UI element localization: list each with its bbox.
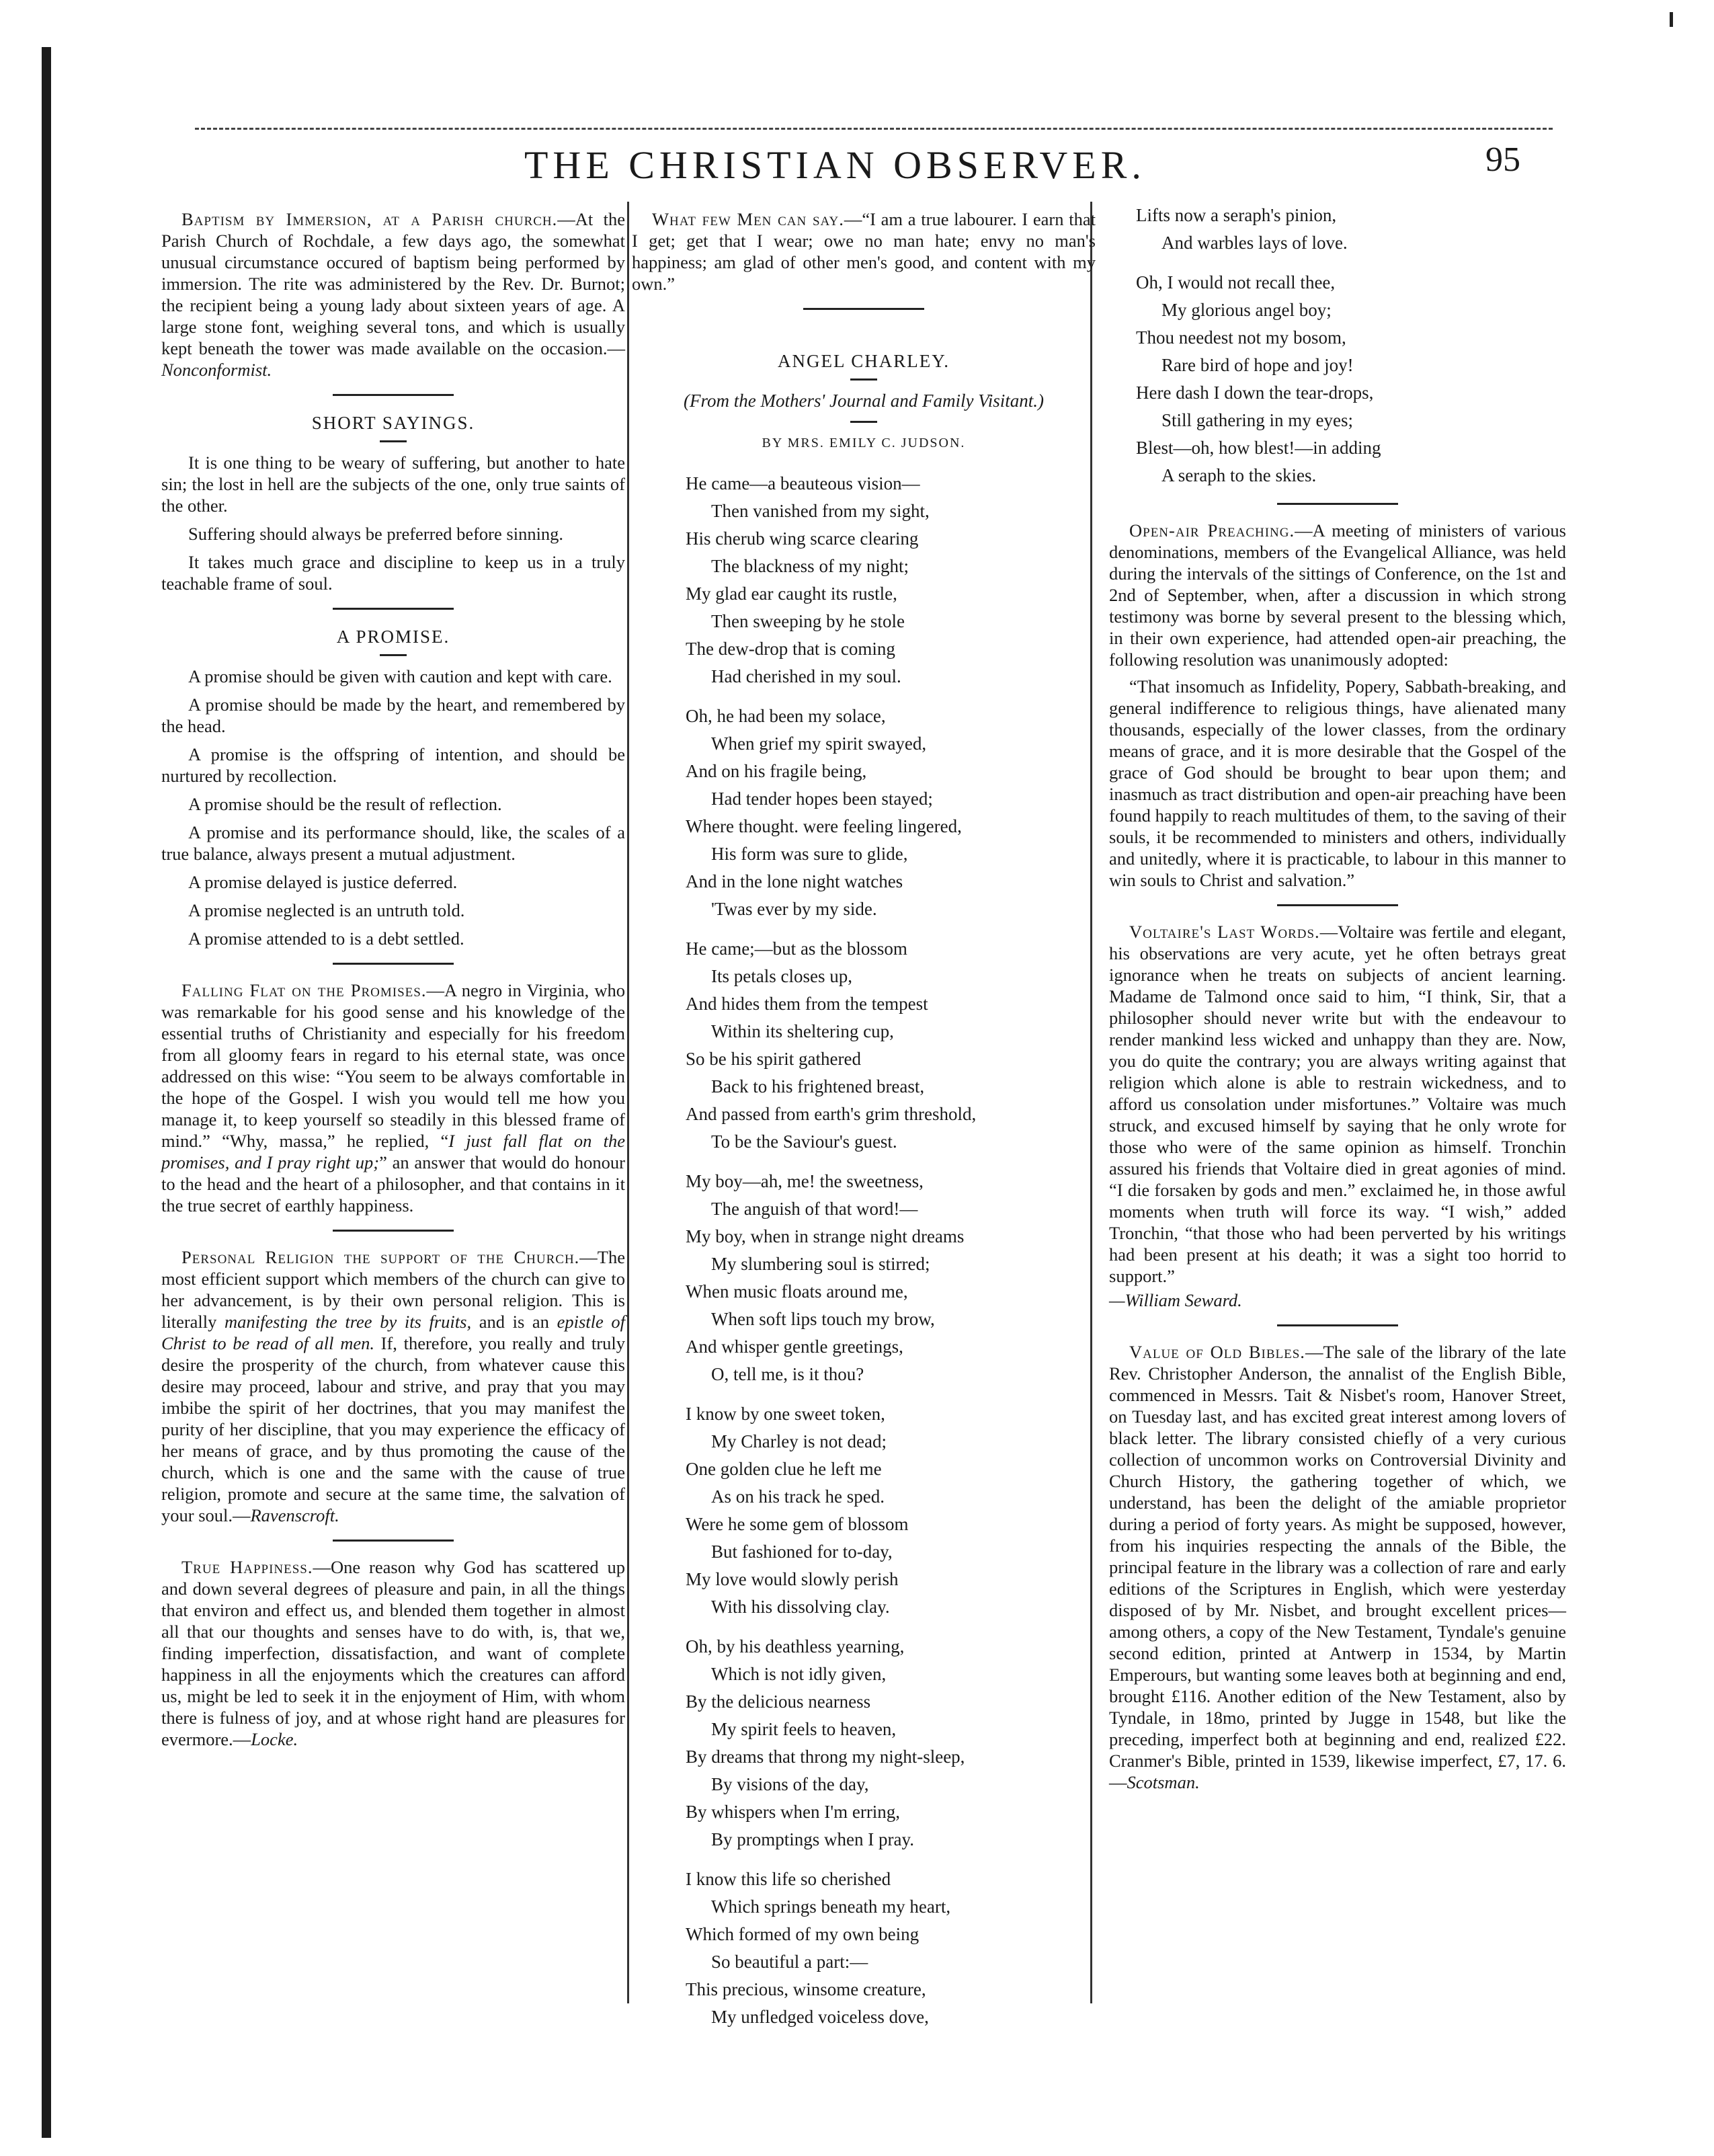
- poem-line: My spirit feels to heaven,: [711, 1719, 897, 1739]
- poem-line: My boy—ah, me! the sweetness,: [686, 1171, 924, 1191]
- poem-line: Where thought. were feeling lingered,: [686, 816, 962, 836]
- print-mark: [1670, 12, 1673, 27]
- section-rule: [1277, 503, 1398, 505]
- article-body: —The sale of the library of the late Rev. Christopher Anderson, the annalist of the English Bible, commenced in Messrs. Tait & Nisbet's room, Hanover Street, on Tuesday last, and has excited great interest among lovers of black letter. The library consisted chiefly of a very curious collection of uncommon works on Controversial Divinity and Church History, the gathering together of which, we understand, has been the delight of the amiable proprietor during a period of forty years. As might be supposed, however, from his inquiries respecting the annals of the Bible, the principal feature in the library was a collection of rare and early editions of the Scriptures in English, which were yesterday disposed of by Mr. Nisbet, and brought excellent prices—among others, a copy of the New Testament, Tyndale's genuine second edition, printed at Antwerp in 1534, by Martin Emperours, but wanting some leaves both at beginning and end, brought £116. Another edition of the New Testament, also by Tyndale, in 18mo, printed by Jugge in 1548, but like the preceding, imperfect both at beginning and end, realized £22. Cranmer's Bible, printed in 1539, likewise imperfect, £7, 17. 6.—: [1109, 1342, 1567, 1792]
- article-title: Falling Flat on the Promises.: [181, 980, 427, 1000]
- page-binding-rule: [42, 47, 51, 2138]
- poem-line: He came;—but as the blossom: [686, 939, 907, 959]
- article-source: Scotsman.: [1127, 1772, 1200, 1792]
- article-source-name: —William Seward.: [1109, 1290, 1242, 1310]
- poem-line: Lifts now a seraph's pinion,: [1136, 205, 1337, 225]
- article-body: —The most efficient support which members of the church can give to her advancement, is by their own personal religion. This is literally: [161, 1247, 625, 1332]
- article-body: —Voltaire was fertile and elegant, his observations are very acute, yet he often betrays great ignorance when he treats on subjects of ancient learning. Madame de Talmond once said to him, “I think, Sir, that a philosopher should never write but with the endeavour to render mankind less wicked and unhappy than they are. Now, you do quite the contrary; you are always writing against that religion which alone is able to restrain wickedness, and to afford us consolation under misfortunes.” Voltaire was much struck, and excused himself by saying that he only wrote for those who were of the same opinion as himself. Tronchin assured his friends that Voltaire died in great agonies of mind. “I die forsaken by gods and men.” exclaimed he, in those awful moments when truth will force its way. “I wish,” added Tronchin, “that those who had been perverted by his writings had been present at his death; it was a sight too horrid to support.”: [1109, 922, 1566, 1286]
- promise-item: A promise should be the result of reflection.: [188, 794, 502, 814]
- poem-line: By whispers when I'm erring,: [686, 1802, 901, 1822]
- poem-line: By the delicious nearness: [686, 1691, 871, 1712]
- poem-line: The dew-drop that is coming: [686, 639, 895, 659]
- poem-source: (From the Mothers' Journal and Family Visitant.): [684, 391, 1044, 411]
- article-body: —One reason why God has scattered up and down several degrees of pleasure and pain, in all the things that environ and effect us, and blended them together in almost all that our thoughts and senses have to do with, is, that we, finding imperfection, dissatisfaction, and want of complete happiness in all the enjoyments which the creatures can afford us, might be led to seek it in the enjoyment of Him, with whom there is fulness of joy, and at whose right hand are pleasures for evermore.—: [161, 1557, 625, 1749]
- article-source: [1109, 1289, 1566, 1311]
- article-what-few-men: [632, 208, 1096, 294]
- poem-line: Oh, by his deathless yearning,: [686, 1636, 905, 1656]
- section-rule: [1277, 904, 1398, 906]
- poem-line: With his dissolving clay.: [711, 1597, 890, 1617]
- article-emphasis: epistle of Christ to be read of all men.: [161, 1312, 625, 1353]
- article-body: —A meeting of ministers of various denominations, members of the Evangelical Alliance, was held during the intervals of the sittings of Conference, on the 1st and 2nd of September, when, after a discussion in which strong testimony was borne by several present to the blessing which, in their own experience, had attended open-air preaching, the following resolution was unanimously adopted:: [1109, 520, 1566, 670]
- poem-line: So be his spirit gathered: [686, 1049, 861, 1069]
- poem-line: But fashioned for to-day,: [711, 1542, 893, 1562]
- poem-line: As on his track he sped.: [711, 1486, 885, 1507]
- header-rule: [195, 128, 1553, 130]
- article-title: Personal Religion the support of the Church.: [181, 1247, 580, 1267]
- article-body: and is an: [471, 1312, 557, 1332]
- section-heading-promise: A PROMISE.: [336, 627, 450, 647]
- section-rule: [333, 608, 454, 610]
- poem-line: My glorious angel boy;: [1161, 300, 1332, 320]
- poem-line: Then vanished from my sight,: [711, 501, 930, 521]
- article-source: Nonconformist.: [161, 360, 272, 380]
- poem-line: And on his fragile being,: [686, 761, 867, 781]
- poem-line: I know by one sweet token,: [686, 1404, 885, 1424]
- poem-stanza: [1136, 269, 1566, 489]
- poem-stanza: [686, 1168, 1096, 1388]
- poem-line: Still gathering in my eyes;: [1161, 410, 1353, 430]
- article-old-bibles: [1109, 1341, 1566, 1793]
- poem-line: I know this life so cherished: [686, 1869, 891, 1889]
- poem-line: Its petals closes up,: [711, 966, 852, 986]
- poem-line: Which springs beneath my heart,: [711, 1897, 951, 1917]
- article-title: True Happiness.: [181, 1557, 313, 1577]
- article-body: ” an answer that would do honour to the head and the heart of a philosopher, and that contains in it the true secret of earthly happiness.: [161, 1152, 625, 1215]
- promise-item: A promise should be made by the heart, and remembered by the head.: [161, 694, 625, 736]
- poem-line: Then sweeping by he stole: [711, 611, 905, 631]
- short-rule: [380, 654, 407, 656]
- poem-line: The anguish of that word!—: [711, 1199, 918, 1219]
- poem-line: This precious, winsome creature,: [686, 1979, 926, 1999]
- poem-stanza: [686, 703, 1096, 923]
- article-voltaire: [1109, 921, 1566, 1287]
- article-source: Locke.: [251, 1729, 298, 1749]
- poem-line: Were he some gem of blossom: [686, 1514, 909, 1534]
- article-quote: I just fall flat on the promises, and I pray right up;: [161, 1131, 625, 1172]
- poem-line: O, tell me, is it thou?: [711, 1364, 864, 1384]
- saying: It takes much grace and discipline to keep us in a truly teachable frame of soul.: [161, 552, 625, 594]
- poem-line: And warbles lays of love.: [1161, 233, 1348, 253]
- poem-line: His form was sure to glide,: [711, 844, 908, 864]
- section-rule: [333, 1540, 454, 1542]
- poem-line: Rare bird of hope and joy!: [1161, 355, 1354, 375]
- article-title: What few Men can say.: [652, 209, 844, 229]
- poem-stanza: [686, 470, 1096, 690]
- poem-line: He came—a beauteous vision—: [686, 473, 920, 493]
- poem-line: My unfledged voiceless dove,: [711, 2007, 929, 2027]
- poem-stanza: [686, 1866, 1096, 2031]
- section-rule: [1277, 1324, 1398, 1326]
- poem-line: My Charley is not dead;: [711, 1431, 887, 1451]
- section-rule: [333, 963, 454, 965]
- column-1: [161, 208, 625, 1755]
- poem-line: By visions of the day,: [711, 1774, 869, 1794]
- article-title: Voltaire's Last Words.: [1129, 922, 1320, 942]
- article-title: Baptism by Immersion, at a Parish church.: [181, 209, 558, 229]
- poem-line: And in the lone night watches: [686, 871, 903, 891]
- saying: Suffering should always be preferred before sinning.: [188, 524, 564, 544]
- article-personal-religion: [161, 1246, 625, 1526]
- promise-item: A promise and its performance should, like, the scales of a true balance, always present a mutual adjustment.: [161, 822, 625, 864]
- column-2: [632, 208, 1096, 2043]
- poem-line: Oh, he had been my solace,: [686, 706, 886, 726]
- poem-line: Within its sheltering cup,: [711, 1021, 894, 1041]
- section-rule: [803, 308, 924, 310]
- poem-line: By promptings when I pray.: [711, 1829, 914, 1849]
- poem-line: And hides them from the tempest: [686, 994, 928, 1014]
- poem-line: And passed from earth's grim threshold,: [686, 1104, 977, 1124]
- article-body: —At the Parish Church of Rochdale, a few days ago, the somewhat unusual circumstance occured of baptism being performed by immersion. The rite was administered by the Rev. Dr. Burnot; the recipient being a young lady about sixteen years of age. A large stone font, weighing several tons, and which is usually kept beneath the tower was made available on the occasion.—: [161, 209, 625, 358]
- article-source: Ravenscroft.: [250, 1505, 339, 1525]
- poem-body: [632, 470, 1096, 2031]
- poem-line: One golden clue he left me: [686, 1459, 882, 1479]
- poem-line: 'Twas ever by my side.: [711, 899, 877, 919]
- poem-line: A seraph to the skies.: [1161, 465, 1317, 485]
- promise-item: A promise delayed is justice deferred.: [188, 872, 458, 892]
- poem-line: By dreams that throng my night-sleep,: [686, 1747, 965, 1767]
- poem-line: The blackness of my night;: [711, 556, 909, 576]
- poem-line: When music floats around me,: [686, 1281, 908, 1302]
- poem-line: My boy, when in strange night dreams: [686, 1226, 965, 1246]
- page-number: 95: [1485, 141, 1520, 179]
- article-true-happiness: [161, 1556, 625, 1750]
- poem-stanza: [686, 1633, 1096, 1853]
- saying: It is one thing to be weary of suffering, but another to hate sin; the lost in hell are the subjects of the one, only true saints of the other.: [161, 452, 625, 516]
- poem-line: Blest—oh, how blest!—in adding: [1136, 438, 1381, 458]
- column-divider-1: [627, 202, 629, 2003]
- poem-line: And whisper gentle greetings,: [686, 1336, 903, 1357]
- poem-line: Back to his frightened breast,: [711, 1076, 925, 1096]
- article-emphasis: manifesting the tree by its fruits,: [225, 1312, 472, 1332]
- page-title: THE CHRISTIAN OBSERVER.: [524, 143, 1146, 187]
- poem-stanza: [686, 1400, 1096, 1621]
- short-rule: [380, 440, 407, 442]
- poem-line: So beautiful a part:—: [711, 1952, 868, 1972]
- poem-stanza: [1136, 202, 1566, 257]
- article-title: Value of Old Bibles.: [1129, 1342, 1305, 1362]
- article-body: —A negro in Virginia, who was remarkable for his good sense and his knowledge of the essential truths of Christianity and especially for his freedom from all gloomy fears in regard to his eternal state, was once addressed on this wise: “You seem to be always comfortable in the hope of the Gospel. I wish you would tell me how you manage it, to keep yourself so steadily in this blessed frame of mind.” “Why, massa,” he replied, “: [161, 980, 625, 1151]
- poem-line: Oh, I would not recall thee,: [1136, 272, 1336, 292]
- article-open-air: [1109, 520, 1566, 670]
- poem-line: Here dash I down the tear-drops,: [1136, 383, 1374, 403]
- section-rule: [333, 1230, 454, 1232]
- poem-line: When grief my spirit swayed,: [711, 733, 927, 754]
- promise-item: A promise attended to is a debt settled.: [188, 928, 464, 949]
- poem-line: My glad ear caught its rustle,: [686, 584, 897, 604]
- poem-line: Which is not idly given,: [711, 1664, 887, 1684]
- poem-line: My love would slowly perish: [686, 1569, 899, 1589]
- poem-line: Had cherished in my soul.: [711, 666, 901, 686]
- poem-line: Which formed of my own being: [686, 1924, 920, 1944]
- poem-line: Thou needest not my bosom,: [1136, 327, 1346, 348]
- poem-line: His cherub wing scarce clearing: [686, 528, 919, 549]
- short-rule: [850, 378, 877, 381]
- promise-item: A promise neglected is an untruth told.: [188, 900, 465, 920]
- poem-line: When soft lips touch my brow,: [711, 1309, 935, 1329]
- poem-line: To be the Saviour's guest.: [711, 1131, 897, 1152]
- article-body: —“I am a true labourer. I earn that I get; get that I wear; owe no man hate; envy no man's happiness; am glad of other men's good, and content with my own.”: [632, 209, 1096, 294]
- poem-line: Had tender hopes been stayed;: [711, 789, 933, 809]
- poem-continuation: [1109, 202, 1566, 489]
- column-3: [1109, 202, 1566, 1798]
- article-falling-flat: [161, 980, 625, 1216]
- article-resolution: “That insomuch as Infidelity, Popery, Sabbath-breaking, and general indifference to religious things, have alienated many thousands, especially of the lower classes, from the ordinary means of grace, and it is more desirable that the Gospel of the grace of God should be brought to bear upon them; and inasmuch as tract distribution and open-air preaching have been found happily to reach multitudes of them, to the saving of their souls, it be recommended to ministers and others, individually and unitedly, where it is practicable, to labour in this manner to win souls to Christ and salvation.”: [1109, 676, 1566, 890]
- poem-stanza: [686, 935, 1096, 1156]
- article-baptism: [161, 208, 625, 381]
- poem-title: ANGEL CHARLEY.: [778, 351, 950, 371]
- poem-byline: BY MRS. EMILY C. JUDSON.: [762, 436, 966, 450]
- article-title: Open-air Preaching.: [1129, 520, 1295, 541]
- section-rule: [333, 394, 454, 396]
- short-rule: [850, 421, 877, 423]
- promise-item: A promise is the offspring of intention, and should be nurtured by recollection.: [161, 744, 625, 786]
- article-body: If, therefore, you really and truly desire the prosperity of the church, from whatever cause this desire may proceed, labour and strive, and pray that you may imbibe the spirit of her doctrines, that you may manifest the purity of her discipline, that you may experience the efficacy of her means of grace, and by thus promoting the cause of the church, which is one and the same with the cause of true religion, promote and secure at the same time, the salvation of your soul.—: [161, 1333, 625, 1525]
- promise-item: A promise should be given with caution and kept with care.: [188, 666, 612, 686]
- section-heading-short-sayings: SHORT SAYINGS.: [311, 413, 475, 433]
- poem-line: My slumbering soul is stirred;: [711, 1254, 930, 1274]
